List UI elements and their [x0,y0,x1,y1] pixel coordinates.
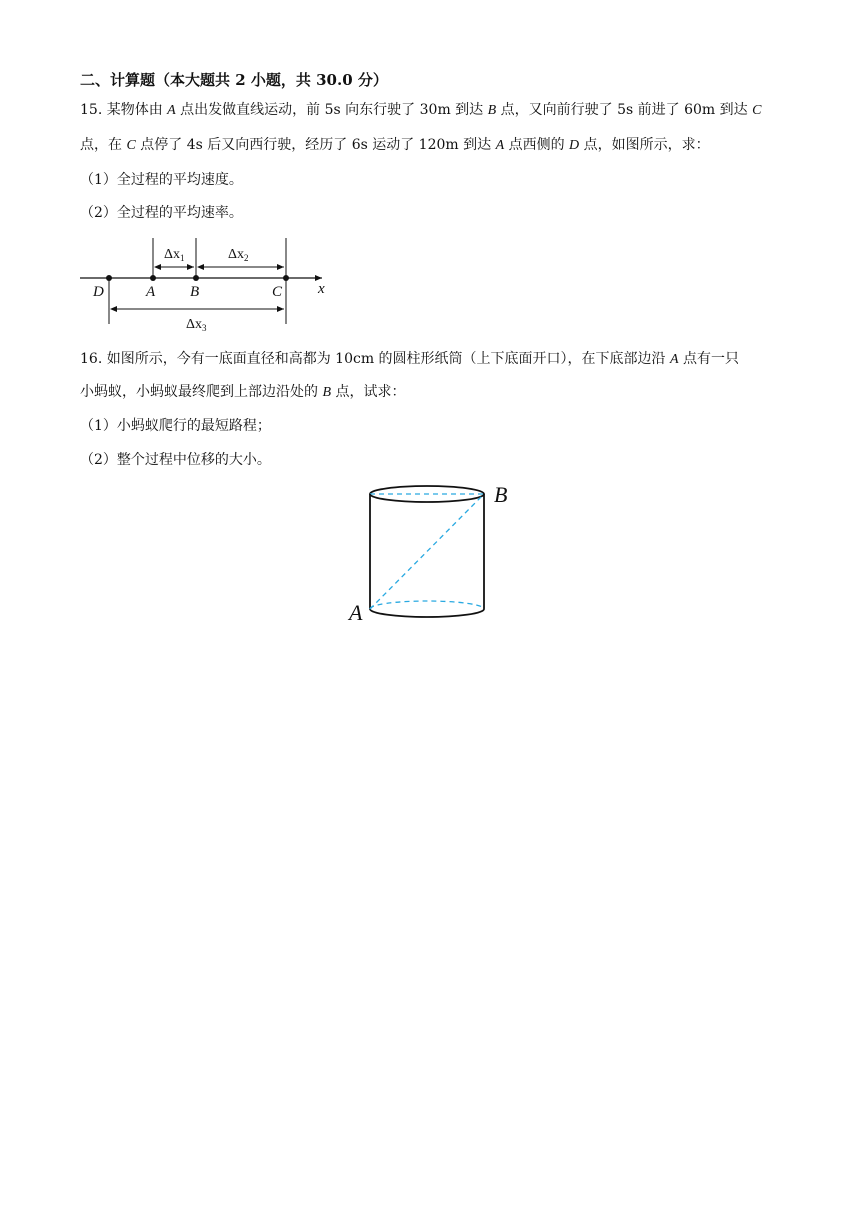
q16-sub-2: （2）整个过程中位移的大小。 [80,452,271,468]
displacement-dashed-line [370,494,484,609]
q15-sub-2: （2）全过程的平均速率。 [80,205,243,221]
label-a-point: A [349,600,363,625]
label-b-point: B [494,482,508,507]
point-b [193,275,199,281]
point-a [150,275,156,281]
dx2-label: $\Delta x_2$ [228,247,249,263]
q15-sub-1: （1）全过程的平均速度。 [80,172,243,188]
label-d: D [93,284,104,300]
q16-sub-1: （1）小蚂蚁爬行的最短路程； [80,418,271,434]
label-c: C [272,284,283,300]
label-a: A [146,284,156,300]
point-d [106,275,112,281]
section-title: 二、计算题（本大题共 2 小题，共 30.0 分） [80,71,388,89]
q16-cylinder-figure [345,478,515,628]
bottom-ellipse-front [370,609,484,617]
q15-number-line-figure [78,232,340,336]
bottom-ellipse-back [370,601,484,609]
q15-line-1: 15. 某物体由 A 点出发做直线运动，前 5s 向东行驶了 30m 到达 B 点，又向前行驶了 5s 前进了 60m 到达 C [80,102,762,118]
dx3-label: $\Delta x_3$ [186,317,207,333]
dx1-label: $\Delta x_1$ [164,247,185,263]
q16-line-1: 16. 如图所示，今有一底面直径和高都为 10cm 的圆柱形纸筒（上下底面开口），在下底部边沿 A 点有一只 [80,351,740,367]
point-c [283,275,289,281]
q16-line-2: 小蚂蚁，小蚂蚁最终爬到上部边沿处的 B 点，试求： [80,384,406,400]
q15-line-2: 点，在 C 点停了 4s 后又向西行驶，经历了 6s 运动了 120m 到达 A 点西侧的 D 点，如图所示，求： [80,137,710,153]
label-b: B [190,284,200,300]
label-x: x [318,281,325,297]
